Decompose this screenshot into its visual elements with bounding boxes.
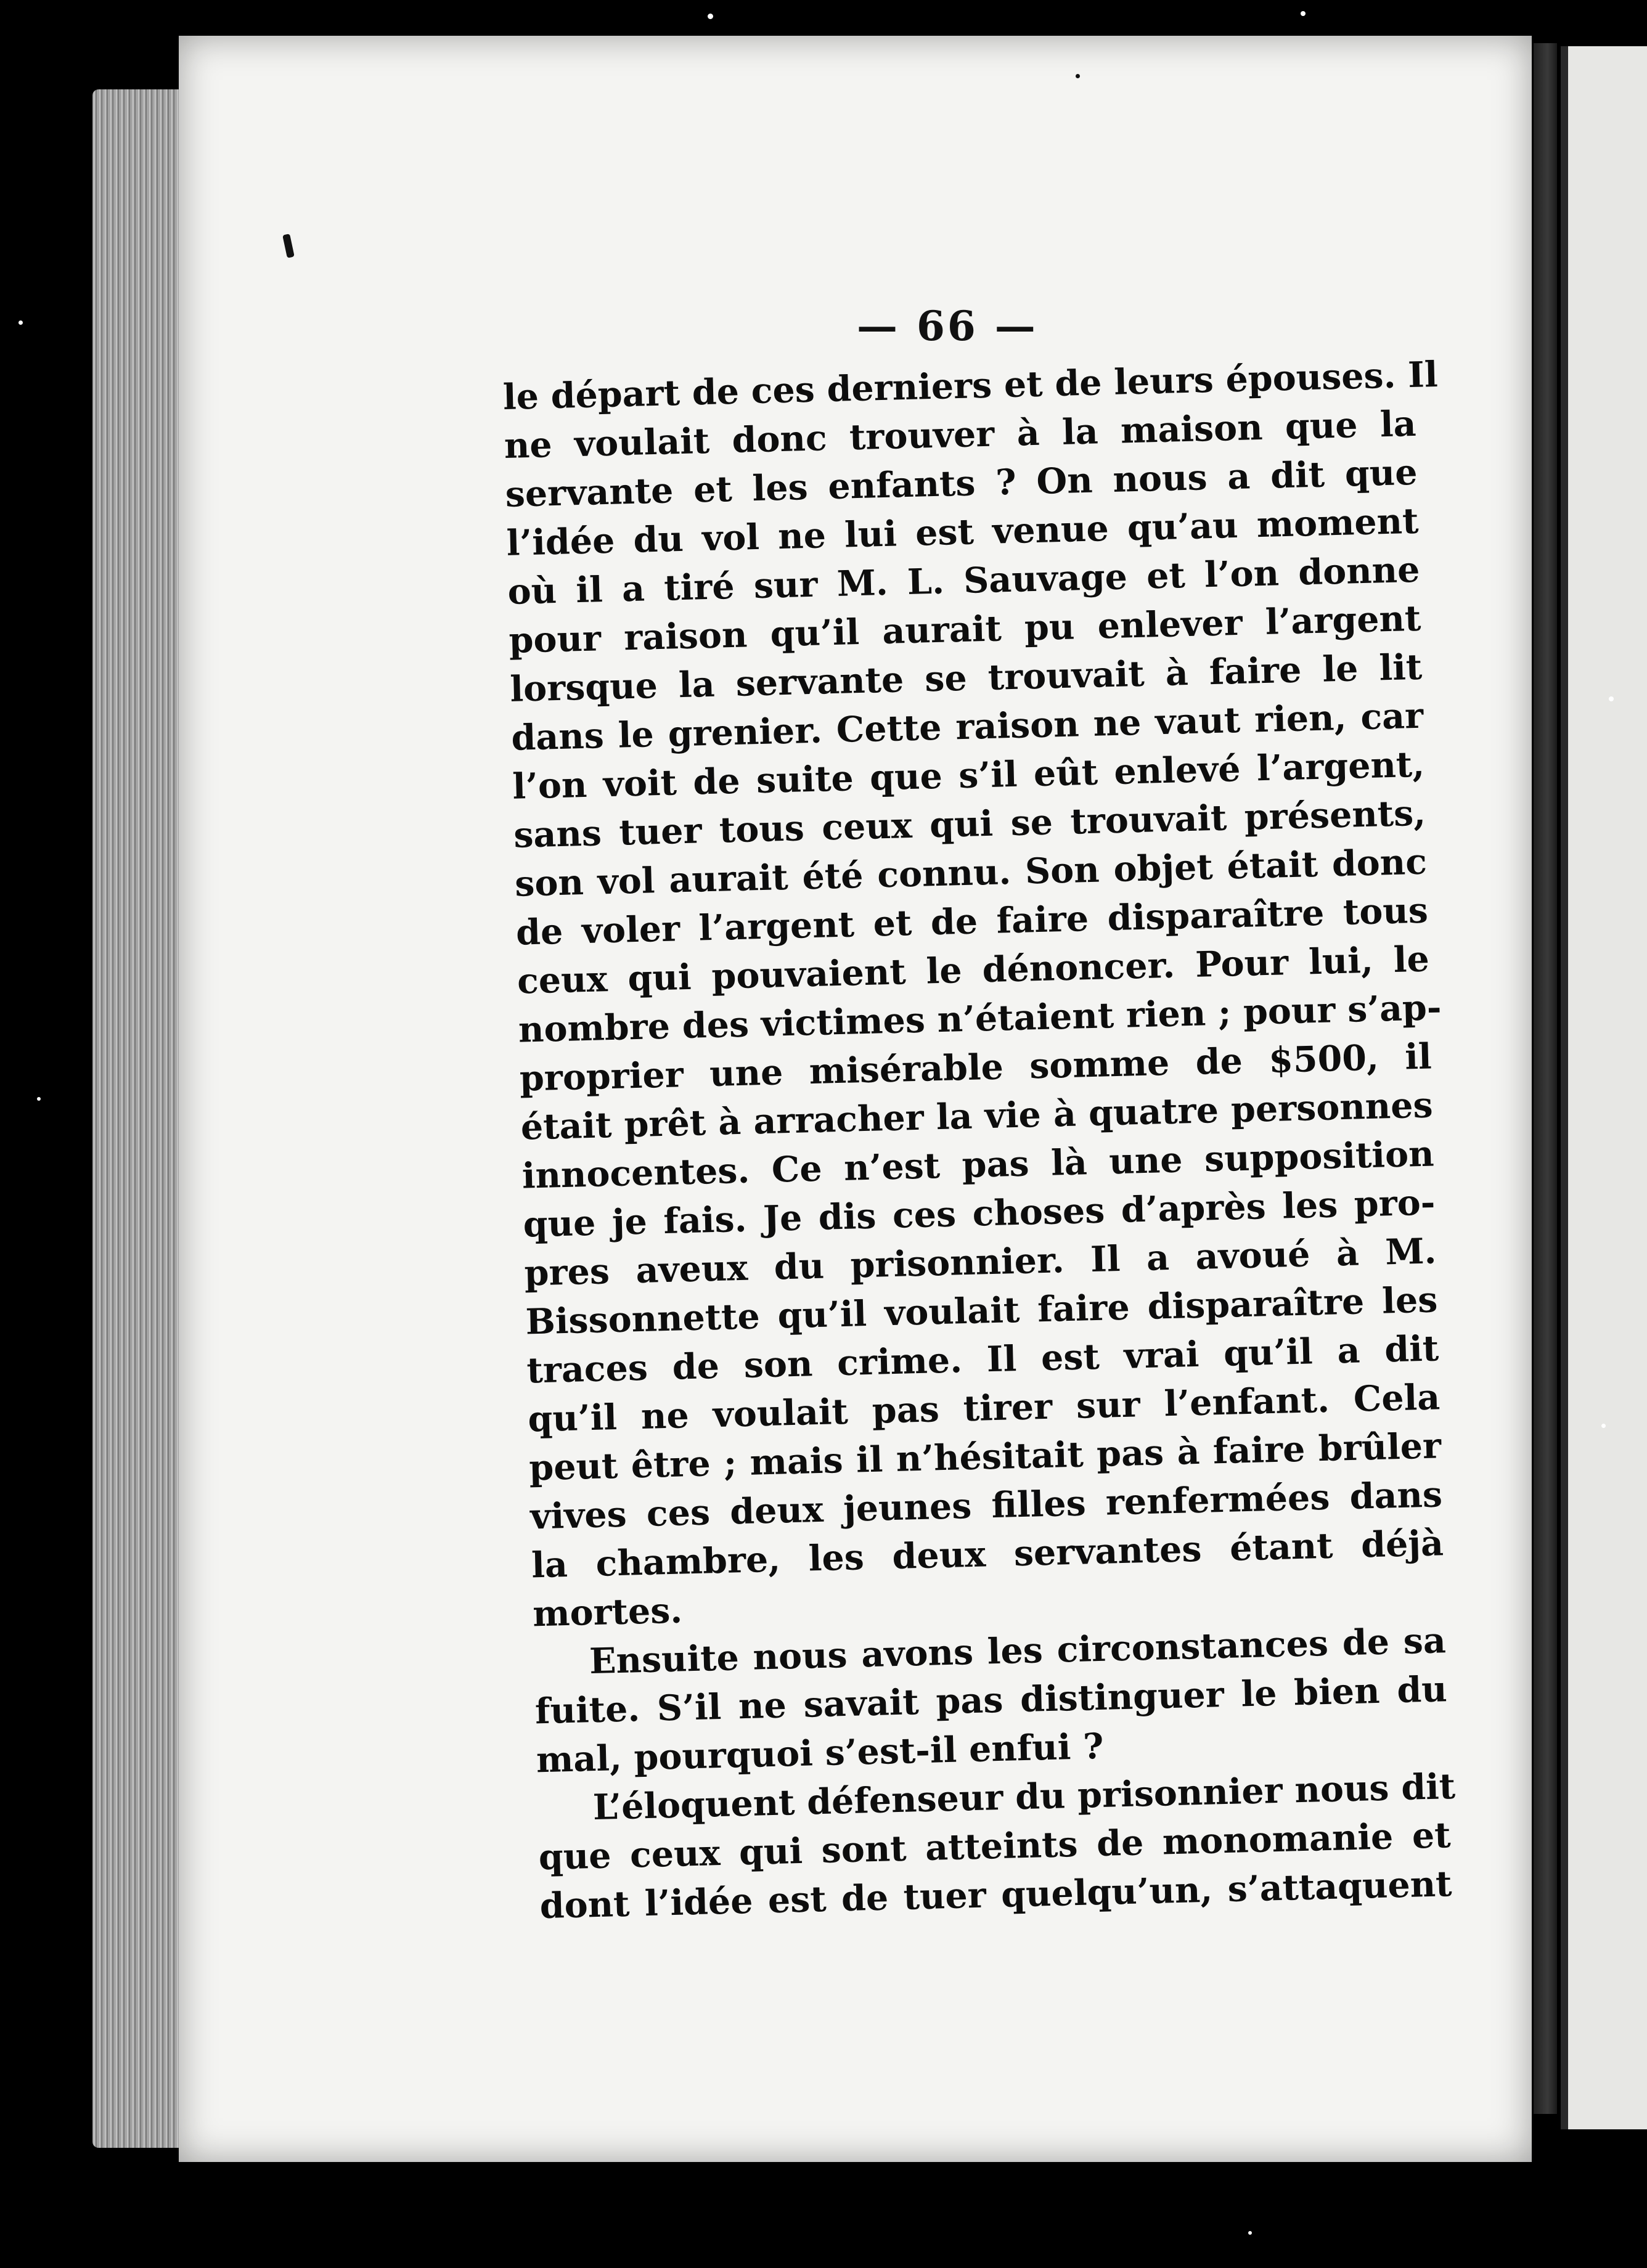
text-line: dans le grenier. Cette raison ne vaut rien, car [510, 695, 1424, 759]
dust-speck [708, 14, 713, 19]
dust-speck [1248, 2231, 1252, 2235]
next-page-edge [1561, 46, 1647, 2129]
text-line: le départ de ces derniers et de leurs épouses. Il [502, 353, 1439, 418]
text-line: dont l’idée est de tuer quelqu’un, s’attaquent [539, 1863, 1453, 1927]
dust-speck [1076, 74, 1080, 78]
text-line: était prêt à arracher la vie à quatre personnes [520, 1084, 1434, 1148]
text-line: de voler l’argent et de faire disparaître tous [515, 889, 1429, 953]
text-line: la chambre, les deux servantes étant déjà [531, 1522, 1444, 1586]
text-line: pour raison qu’il aurait pu enlever l’argent [508, 597, 1421, 661]
book-binding [1534, 43, 1557, 2114]
text-line: servante et les enfants ? On nous a dit que [505, 451, 1418, 515]
dust-speck [1609, 696, 1614, 701]
text-line: mortes. [532, 1589, 683, 1635]
text-line: L’éloquent défenseur du prisonnier nous dit [592, 1765, 1456, 1829]
page-number: — 66 — [857, 302, 1038, 350]
text-line: Ensuite nous avons les circonstances de sa [589, 1620, 1447, 1683]
text-line: pres aveux du prisonnier. Il a avoué à M. [523, 1230, 1437, 1294]
text-line: lorsque la servante se trouvait à faire le lit [509, 646, 1423, 710]
text-line: mal, pourquoi s’est-il enfui ? [536, 1725, 1105, 1781]
text-line: sans tuer tous ceux qui se trouvait présents, [513, 792, 1426, 856]
text-line: fuite. S’il ne savait pas distinguer le bien du [534, 1668, 1448, 1732]
dust-speck [37, 1097, 41, 1101]
text-line: ceux qui pouvaient le dénoncer. Pour lui, le [517, 938, 1430, 1002]
text-line: vives ces deux jeunes filles renfermées dans [529, 1474, 1443, 1538]
dust-speck [1601, 1424, 1606, 1428]
body-text [502, 351, 1456, 1930]
book-page-edges [92, 89, 185, 2148]
dust-speck [1301, 11, 1306, 16]
text-line: l’idée du vol ne lui est venue qu’au moment [505, 500, 1420, 564]
text-line: que je fais. Je dis ces choses d’après les pro- [522, 1181, 1436, 1246]
dust-speck [18, 320, 23, 325]
text-line: Bissonnette qu’il voulait faire disparaître les [525, 1279, 1439, 1343]
text-line: proprier une misérable somme de $500, il [519, 1035, 1432, 1099]
text-line: l’on voit de suite que s’il eût enlevé l’argent, [512, 743, 1425, 807]
text-line: où il a tiré sur M. L. Sauvage et l’on donne [507, 549, 1421, 613]
text-line: innocentes. Ce n’est pas là une supposition [521, 1133, 1435, 1197]
text-line: son vol aurait été connu. Son objet était donc [514, 841, 1428, 905]
text-line: traces de son crime. Il est vrai qu’il a dit [526, 1328, 1439, 1392]
text-line: qu’il ne voulait pas tirer sur l’enfant. Cela [527, 1376, 1441, 1440]
text-line: que ceux qui sont atteints de monomanie et [538, 1814, 1452, 1878]
text-line: ne voulait donc trouver à la maison que la [504, 402, 1417, 467]
text-line: nombre des victimes n’étaient rien ; pour s’ap- [518, 987, 1442, 1051]
text-line: peut être ; mais il n’hésitait pas à faire brûler [528, 1425, 1442, 1489]
